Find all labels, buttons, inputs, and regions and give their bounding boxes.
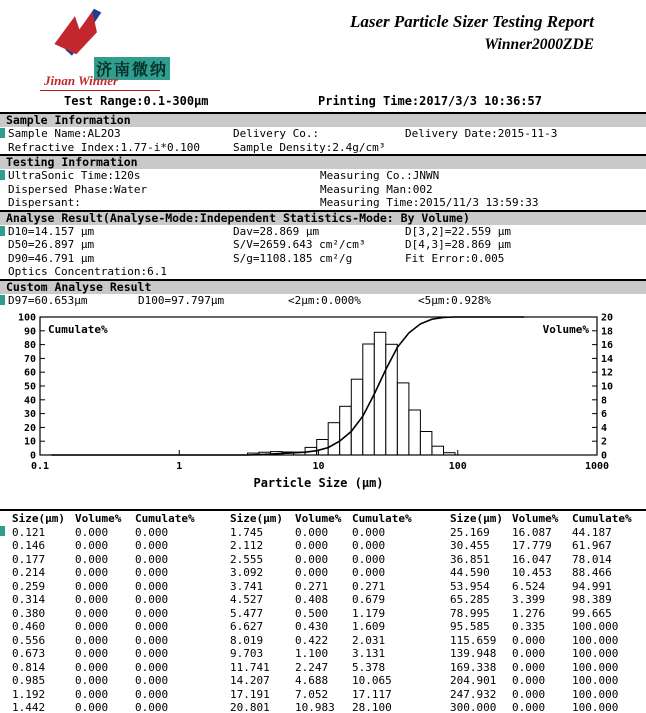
right-axis-tick-label: 12 — [601, 367, 614, 379]
table-cell: 0.000 — [135, 620, 169, 633]
table-cell: 0.000 — [512, 660, 546, 674]
table-cell: 0.422 — [295, 633, 329, 647]
table-cell: 0.000 — [135, 579, 169, 593]
table-cell: 28.100 — [352, 701, 392, 713]
table-cell: 0.000 — [75, 620, 109, 633]
size-distribution-table — [0, 509, 646, 713]
table-cell: 20.801 — [230, 701, 270, 713]
table-cell: 3.131 — [352, 647, 386, 660]
table-row — [0, 580, 646, 594]
table-cell: 10.983 — [295, 701, 335, 713]
table-cell: 17.779 — [512, 539, 552, 552]
table-cell: 0.271 — [295, 579, 329, 593]
size-table-body — [0, 526, 646, 713]
margin-mark — [0, 128, 5, 138]
table-row — [0, 526, 646, 540]
testing-row-3 — [0, 196, 646, 210]
table-header-cell: Cumulate% — [135, 512, 195, 525]
instrument-model: Winner2000ZDE — [484, 36, 594, 53]
table-cell: 7.052 — [295, 687, 329, 701]
table-cell: 0.259 — [12, 579, 46, 593]
table-header-cell: Volume% — [75, 512, 122, 525]
right-axis-tick-label: 20 — [601, 312, 614, 324]
table-row — [0, 647, 646, 661]
table-cell: 0.000 — [135, 593, 169, 606]
table-cell: 100.000 — [572, 701, 619, 713]
table-cell: 88.466 — [572, 566, 612, 579]
table-cell: 2.112 — [230, 539, 264, 552]
sample-name: Sample Name:AL2O3 — [8, 127, 121, 140]
histogram-bar — [397, 383, 409, 455]
table-row — [0, 553, 646, 567]
table-cell: 100.000 — [572, 660, 619, 674]
table-cell: 100.000 — [572, 647, 619, 660]
histogram-bar — [374, 332, 386, 455]
margin-mark — [0, 526, 5, 536]
delivery-date: Delivery Date:2015-11-3 — [405, 127, 558, 140]
table-cell: 99.665 — [572, 606, 612, 620]
table-cell: 0.000 — [135, 606, 169, 620]
table-cell: 98.389 — [572, 593, 612, 606]
table-cell: 0.000 — [75, 647, 109, 660]
table-cell: 0.335 — [512, 620, 546, 633]
margin-mark — [0, 226, 5, 236]
company-name-english: Jinan Winner — [44, 73, 119, 88]
table-row — [0, 634, 646, 648]
table-cell: 61.967 — [572, 539, 612, 552]
table-cell: 0.000 — [75, 606, 109, 620]
table-cell: 0.000 — [135, 525, 169, 539]
analyse-row-2 — [0, 238, 646, 252]
table-cell: 0.000 — [135, 647, 169, 660]
x-axis-tick-label: 10 — [312, 461, 325, 472]
table-cell: 0.000 — [512, 687, 546, 701]
left-axis-tick-label: 30 — [23, 409, 36, 421]
right-axis-tick-label: 6 — [601, 409, 608, 421]
histogram-bar — [328, 423, 340, 455]
table-cell: 169.338 — [450, 660, 497, 674]
sample-row-2 — [0, 141, 646, 155]
test-range: Test Range:0.1-300μm — [64, 94, 209, 108]
d97-value: D97=60.653μm — [8, 293, 88, 307]
histogram-bar — [409, 410, 421, 455]
section-testing-information: Testing Information — [0, 154, 646, 169]
table-cell: 1.442 — [12, 701, 46, 713]
table-cell: 100.000 — [572, 687, 619, 701]
table-cell: 1.745 — [230, 525, 264, 539]
title-block — [350, 12, 594, 54]
dispersant: Dispersant: — [8, 196, 81, 209]
right-axis-tick-label: 2 — [601, 436, 608, 448]
table-cell: 16.087 — [512, 525, 552, 539]
analyse-row-3 — [0, 252, 646, 266]
margin-mark — [0, 295, 5, 305]
report-title: Laser Particle Sizer Testing Report — [350, 12, 594, 31]
optics-concentration: Optics Concentration:6.1 — [8, 265, 167, 278]
table-cell: 65.285 — [450, 593, 490, 606]
table-cell: 0.430 — [295, 620, 329, 633]
table-cell: 0.000 — [135, 633, 169, 647]
logo-underline — [40, 90, 160, 91]
section-analyse-result: Analyse Result(Analyse-Mode:Independent Statistics-Mode: By Volume) — [0, 210, 646, 225]
table-cell: 0.214 — [12, 566, 46, 579]
table-cell: 0.000 — [75, 687, 109, 701]
right-axis-tick-label: 0 — [601, 450, 608, 462]
analyse-row-4 — [0, 265, 646, 279]
table-cell: 3.399 — [512, 593, 546, 606]
x-axis-tick-label: 100 — [448, 461, 467, 472]
table-cell: 0.000 — [135, 539, 169, 552]
table-cell: 44.590 — [450, 566, 490, 579]
d10-value: D10=14.157 μm — [8, 224, 95, 238]
table-cell: 100.000 — [572, 633, 619, 647]
table-cell: 95.585 — [450, 620, 490, 633]
d90-value: D90=46.791 μm — [8, 251, 95, 265]
table-cell: 1.179 — [352, 606, 386, 620]
table-cell: 25.169 — [450, 525, 490, 539]
left-axis-tick-label: 90 — [23, 326, 36, 338]
table-row — [0, 620, 646, 634]
table-cell: 2.555 — [230, 552, 264, 566]
dav-value: Dav=28.869 μm — [233, 224, 320, 238]
table-cell: 10.453 — [512, 566, 552, 579]
testing-row-1 — [0, 169, 646, 183]
plot-frame — [40, 317, 597, 455]
table-cell: 0.000 — [135, 674, 169, 687]
ultrasonic-time: UltraSonic Time:120s — [8, 169, 141, 182]
histogram-bar — [340, 406, 352, 455]
table-cell: 0.000 — [295, 566, 329, 579]
table-cell: 0.000 — [512, 701, 546, 713]
x-axis-tick-label: 1000 — [584, 461, 610, 472]
table-header-cell: Cumulate% — [572, 512, 632, 525]
table-cell: 300.000 — [450, 701, 497, 713]
table-cell: 139.948 — [450, 647, 497, 660]
table-cell: 0.000 — [135, 660, 169, 674]
analyse-row-1 — [0, 225, 646, 239]
table-cell: 1.276 — [512, 606, 546, 620]
table-cell: 0.556 — [12, 633, 46, 647]
table-cell: 17.117 — [352, 687, 392, 701]
measuring-man: Measuring Man:002 — [320, 182, 433, 196]
table-cell: 0.000 — [352, 566, 386, 579]
table-cell: 0.000 — [512, 674, 546, 687]
sample-row-1 — [0, 127, 646, 141]
table-cell: 0.000 — [135, 552, 169, 566]
table-row — [0, 539, 646, 553]
table-cell: 78.995 — [450, 606, 490, 620]
sv-value: S/V=2659.643 cm²/cm³ — [233, 238, 366, 251]
table-cell: 0.000 — [75, 525, 109, 539]
measuring-time: Measuring Time:2015/11/3 13:59:33 — [320, 196, 539, 209]
particle-chart — [0, 311, 646, 503]
table-row — [0, 566, 646, 580]
histogram-bar — [363, 344, 375, 455]
d50-value: D50=26.897 μm — [8, 238, 95, 251]
testing-row-2 — [0, 183, 646, 197]
left-axis-tick-label: 80 — [23, 340, 36, 352]
table-header-cell: Volume% — [295, 512, 342, 525]
table-cell: 53.954 — [450, 579, 490, 593]
table-cell: 44.187 — [572, 525, 612, 539]
table-cell: 0.500 — [295, 606, 329, 620]
right-axis-name: Volume% — [542, 323, 589, 336]
table-cell: 0.000 — [512, 633, 546, 647]
table-cell: 0.460 — [12, 620, 46, 633]
margin-mark — [0, 170, 5, 180]
table-row — [0, 674, 646, 688]
measuring-co: Measuring Co.:JNWN — [320, 169, 440, 182]
company-logo — [50, 6, 116, 60]
left-axis-tick-label: 20 — [23, 422, 36, 434]
table-cell: 0.000 — [75, 633, 109, 647]
table-cell: 1.100 — [295, 647, 329, 660]
d32-value: D[3,2]=22.559 μm — [405, 224, 511, 238]
table-cell: 0.000 — [75, 552, 109, 566]
d43-value: D[4,3]=28.869 μm — [405, 238, 511, 251]
left-axis-tick-label: 50 — [23, 381, 36, 393]
table-cell: 0.000 — [295, 552, 329, 566]
table-cell: 0.985 — [12, 674, 46, 687]
table-cell: 100.000 — [572, 674, 619, 687]
table-cell: 4.688 — [295, 674, 329, 687]
right-axis-tick-label: 14 — [601, 353, 614, 365]
cumulate-curve — [52, 317, 525, 455]
left-axis-tick-label: 10 — [23, 436, 36, 448]
left-axis-tick-label: 60 — [23, 367, 36, 379]
table-row — [0, 607, 646, 621]
table-cell: 94.991 — [572, 579, 612, 593]
table-cell: 9.703 — [230, 647, 264, 660]
size-table-header — [0, 511, 646, 526]
table-cell: 115.659 — [450, 633, 497, 647]
table-cell: 0.000 — [135, 566, 169, 579]
sample-density: Sample Density:2.4g/cm³ — [233, 140, 386, 154]
table-cell: 0.000 — [75, 701, 109, 713]
d100-value: D100=97.797μm — [138, 293, 225, 307]
table-cell: 0.146 — [12, 539, 46, 552]
table-cell: 36.851 — [450, 552, 490, 566]
table-cell: 17.191 — [230, 687, 270, 701]
right-axis-tick-label: 18 — [601, 326, 614, 338]
x-axis-tick-label: 0.1 — [30, 461, 50, 472]
right-axis-tick-label: 8 — [601, 395, 608, 407]
section-sample-information: Sample Information — [0, 112, 646, 127]
table-cell: 6.524 — [512, 579, 546, 593]
table-row — [0, 701, 646, 713]
histogram-bar — [420, 432, 432, 456]
table-cell: 2.247 — [295, 660, 329, 674]
table-cell: 1.609 — [352, 620, 386, 633]
table-cell: 0.000 — [75, 566, 109, 579]
table-cell: 0.000 — [75, 539, 109, 552]
table-cell: 0.380 — [12, 606, 46, 620]
table-cell: 0.177 — [12, 552, 46, 566]
table-header-cell: Cumulate% — [352, 512, 412, 525]
histogram-bar — [432, 446, 444, 455]
left-axis-tick-label: 40 — [23, 395, 36, 407]
table-cell: 0.121 — [12, 525, 46, 539]
table-cell: 0.673 — [12, 647, 46, 660]
report-content — [0, 112, 646, 713]
table-cell: 0.814 — [12, 660, 46, 674]
table-cell: 204.901 — [450, 674, 497, 687]
table-cell: 0.679 — [352, 593, 386, 606]
left-axis-tick-label: 0 — [29, 450, 36, 462]
table-header-cell: Volume% — [512, 512, 559, 525]
fit-error: Fit Error:0.005 — [405, 251, 505, 265]
table-cell: 0.000 — [135, 701, 169, 713]
table-cell: 78.014 — [572, 552, 612, 566]
table-cell: 0.000 — [295, 539, 329, 552]
left-axis-tick-label: 70 — [23, 353, 36, 365]
table-cell: 8.019 — [230, 633, 264, 647]
table-cell: 16.047 — [512, 552, 552, 566]
left-axis-tick-label: 100 — [17, 312, 36, 324]
custom-row — [0, 294, 646, 308]
table-cell: 0.408 — [295, 593, 329, 606]
company-name-chinese: 济南微纳 — [94, 57, 170, 80]
table-cell: 1.192 — [12, 687, 46, 701]
table-cell: 10.065 — [352, 674, 392, 687]
table-cell: 247.932 — [450, 687, 497, 701]
under-5um-value: <5μm:0.928% — [418, 293, 491, 307]
table-cell: 0.000 — [75, 593, 109, 606]
table-cell: 0.000 — [75, 579, 109, 593]
sg-value: S/g=1108.185 cm²/g — [233, 251, 353, 265]
table-header-cell: Size(μm) — [450, 512, 503, 525]
table-cell: 0.000 — [135, 687, 169, 701]
histogram-bar — [351, 379, 363, 455]
x-axis-title: Particle Size (μm) — [253, 476, 384, 490]
section-custom-analyse-result: Custom Analyse Result — [0, 279, 646, 294]
table-cell: 14.207 — [230, 674, 270, 687]
table-cell: 0.000 — [352, 552, 386, 566]
table-cell: 0.000 — [75, 674, 109, 687]
under-2um-value: <2μm:0.000% — [288, 293, 361, 307]
table-cell: 6.627 — [230, 620, 264, 633]
table-cell: 0.000 — [352, 539, 386, 552]
right-axis-tick-label: 16 — [601, 340, 614, 352]
table-row — [0, 593, 646, 607]
table-cell: 100.000 — [572, 620, 619, 633]
table-cell: 2.031 — [352, 633, 386, 647]
right-axis-tick-label: 10 — [601, 381, 614, 393]
table-cell: 3.741 — [230, 579, 264, 593]
refractive-index: Refractive Index:1.77-i*0.100 — [8, 140, 201, 154]
table-cell: 30.455 — [450, 539, 490, 552]
table-header-cell: Size(μm) — [230, 512, 283, 525]
table-cell: 0.000 — [352, 525, 386, 539]
table-cell: 0.000 — [75, 660, 109, 674]
table-cell: 0.314 — [12, 593, 46, 606]
delivery-co: Delivery Co.: — [233, 127, 320, 140]
table-cell: 11.741 — [230, 660, 270, 674]
table-header-cell: Size(μm) — [12, 512, 65, 525]
table-row — [0, 661, 646, 675]
table-cell: 4.527 — [230, 593, 264, 606]
table-cell: 0.000 — [512, 647, 546, 660]
table-cell: 0.000 — [295, 525, 329, 539]
table-cell: 0.271 — [352, 579, 386, 593]
histogram-bar — [386, 344, 398, 455]
table-cell: 5.477 — [230, 606, 264, 620]
table-row — [0, 688, 646, 702]
printing-time: Printing Time:2017/3/3 10:36:57 — [318, 94, 542, 108]
left-axis-name: Cumulate% — [48, 323, 108, 336]
x-axis-tick-label: 1 — [176, 461, 183, 472]
dispersed-phase: Dispersed Phase:Water — [8, 182, 148, 196]
right-axis-tick-label: 4 — [601, 422, 608, 434]
table-cell: 5.378 — [352, 660, 386, 674]
table-cell: 3.092 — [230, 566, 264, 579]
